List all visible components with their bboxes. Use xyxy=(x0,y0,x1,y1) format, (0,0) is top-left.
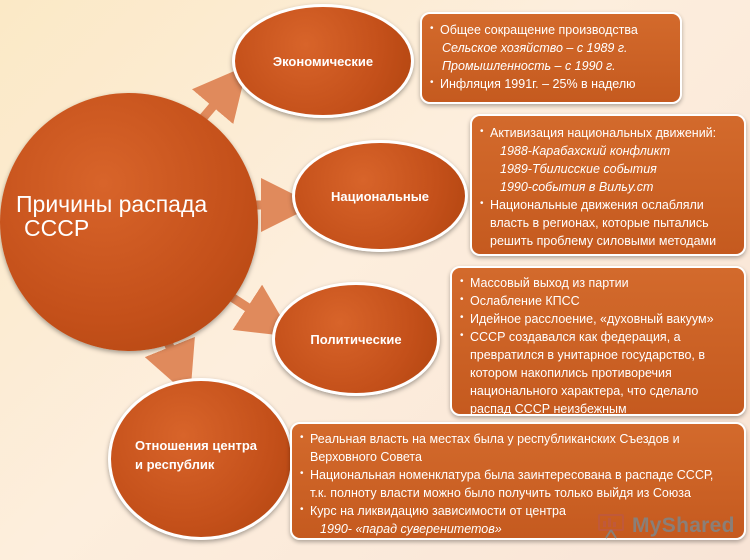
political-bullet-4-line-4: национального характера, что сделало xyxy=(470,384,699,398)
national-bullet-1: • Активизация национальных движений: xyxy=(480,124,738,142)
political-bullet-1: • Массовый выход из партии xyxy=(460,274,738,292)
presentation-board-icon xyxy=(598,513,626,539)
national-details-box xyxy=(470,114,746,256)
economic-label: Экономические xyxy=(272,53,374,69)
economic-bullet-1: • Общее сокращение производства xyxy=(430,21,672,39)
political-label: Политические xyxy=(310,331,402,347)
political-bullet-4-line-1: • СССР создавался как федерация, а xyxy=(460,328,738,346)
main-topic-title xyxy=(0,192,258,240)
economic-details-box xyxy=(420,12,682,104)
center-republics-node xyxy=(108,378,294,540)
center-republics-label-line-1: Отношения центра xyxy=(135,438,257,453)
watermark-text: MyShared xyxy=(632,514,735,537)
political-bullet-4-line-3: котором накопились противоречия xyxy=(470,366,672,380)
economic-bullet-1-sub-1: Сельское хозяйство – с 1989 г. xyxy=(442,41,628,55)
center-republics-bullet-2-line-2: т.к. полноту власти можно было получить только выйдя из Союза xyxy=(310,486,691,500)
national-node xyxy=(292,140,468,252)
center-republics-bullet-3-sub: 1990- «парад суверенитетов» xyxy=(320,522,502,536)
political-details-box xyxy=(450,266,746,416)
center-republics-bullet-3: • Курс на ликвидацию зависимости от центра xyxy=(300,502,738,520)
main-title-line-2: СССР xyxy=(24,215,90,241)
political-bullet-4-line-2: превратился в унитарное государство, в xyxy=(470,348,705,362)
center-republics-bullet-1-line-2: Верховного Совета xyxy=(310,450,422,464)
economic-node xyxy=(232,4,414,118)
center-republics-bullet-1-line-1: • Реальная власть на местах была у республиканских Съездов и xyxy=(300,430,738,448)
main-topic-circle xyxy=(0,93,258,351)
national-bullet-2-line-3: решить проблему силовыми методами xyxy=(490,234,717,248)
national-bullet-1-sub-1: 1988-Карабахский конфликт xyxy=(500,144,671,158)
arrow-to-economic xyxy=(203,86,230,118)
myshared-watermark xyxy=(598,513,735,539)
center-republics-label-line-2: и республик xyxy=(135,457,215,472)
political-node xyxy=(272,282,440,396)
national-bullet-2-line-2: власть в регионах, которые пытались xyxy=(490,216,709,230)
center-republics-label xyxy=(135,436,257,474)
political-bullet-4-line-5: распад СССР неизбежным xyxy=(470,402,627,416)
main-title-line-1: Причины распада xyxy=(16,191,208,217)
national-bullet-1-sub-2: 1989-Тбилисские события xyxy=(500,162,657,176)
economic-bullet-1-sub-2: Промышленность – с 1990 г. xyxy=(442,59,616,73)
national-label: Национальные xyxy=(330,188,430,204)
political-bullet-2: • Ослабление КПСС xyxy=(460,292,738,310)
political-bullet-3: • Идейное расслоение, «духовный вакуум» xyxy=(460,310,738,328)
national-bullet-2-line-1: • Национальные движения ослабляли xyxy=(480,196,738,214)
center-republics-bullet-2-line-1: • Национальная номенклатура была заинтересована в распаде СССР, xyxy=(300,466,738,484)
arrow-to-political xyxy=(230,296,270,322)
economic-bullet-2: • Инфляция 1991г. – 25% в наделю xyxy=(430,75,672,93)
national-bullet-1-sub-3: 1990-события в Вильу.ст xyxy=(500,180,654,194)
